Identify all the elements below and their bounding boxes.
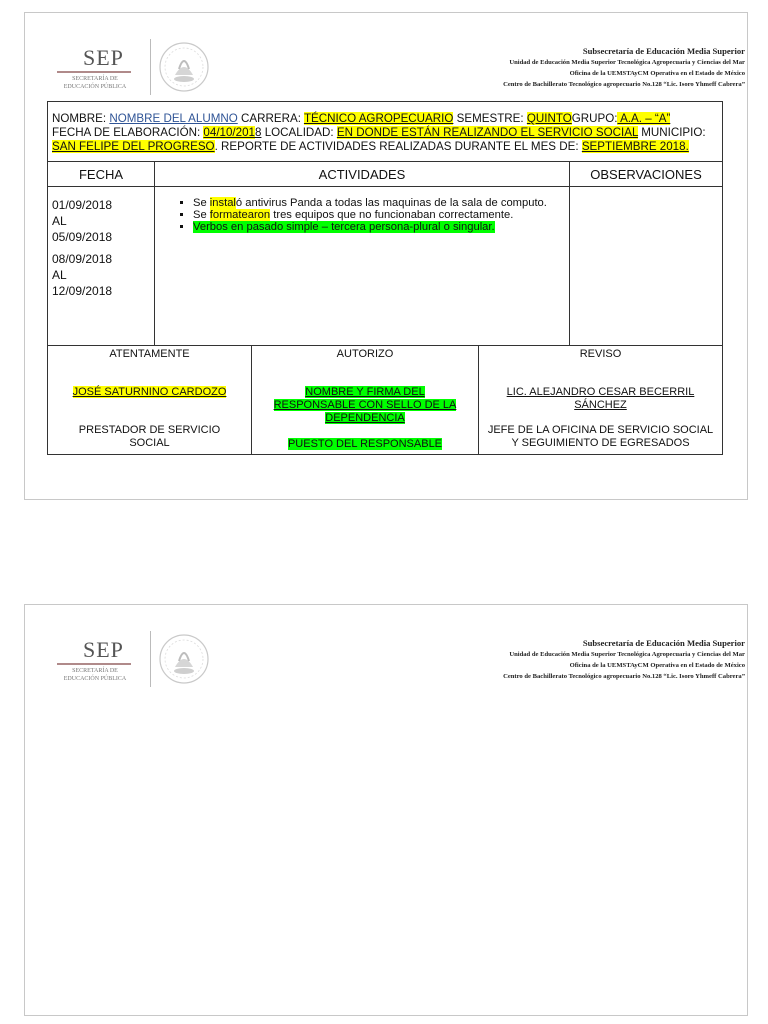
institution-line-2: Unidad de Educación Media Superior Tecnológica Agropecuaria y Ciencias del Mar [509,59,745,66]
carrera-value: TÉCNICO AGROPECUARIO [303,112,454,125]
actividades-cell [155,187,570,346]
activity-report-table [47,101,723,455]
autorizo-name: NOMBRE Y FIRMA DEL RESPONSABLE CON SELLO DE LA DEPENDENCIA [273,386,457,424]
municipio-value: SAN FELIPE DEL PROGRESO [52,140,215,153]
sep-acronym: SEP [83,45,124,70]
atentamente-title: ATENTAMENTE [109,348,190,360]
fecha-column-header: FECHA [48,162,155,187]
institution-line-1: Subsecretaría de Educación Media Superior [582,46,745,56]
logo-divider [150,631,151,687]
reviso-title: REVISO [579,348,622,360]
institution-line-3: Oficina de la UEMSTAyCM Operativa en el Estado de México [569,662,745,669]
institution-block [503,45,745,90]
grupo-value: A.A. – “A” [617,112,671,125]
document-page-2 [24,604,748,1016]
localidad-label: LOCALIDAD: [264,126,334,139]
range1-separator: AL [52,214,67,228]
institution-line-4: Centro de Bachillerato Tecnológico agropecuario No.128 “Lic. Isoro Yhmeff Cabrera” [503,81,745,88]
range2-start-date: 08/09/2018 [52,252,113,266]
sep-subtitle-line1: SECRETARÍA DE [72,668,118,674]
semestre-label: SEMESTRE: [456,112,524,125]
range1-start-date: 01/09/2018 [52,198,113,212]
observaciones-cell [570,187,723,346]
municipio-label: MUNICIPIO: [641,126,706,139]
range2-separator: AL [52,268,67,282]
sep-logo [55,37,245,101]
localidad-value: EN DONDE ESTÁN REALIZANDO EL SERVICIO SOCIAL [336,126,638,139]
institution-line-2: Unidad de Educación Media Superior Tecnológica Agropecuaria y Ciencias del Mar [509,651,745,658]
sep-acronym: SEP [83,637,124,662]
reviso-role: JEFE DE LA OFICINA DE SERVICIO SOCIAL Y SEGUIMIENTO DE EGRESADOS [487,424,714,449]
activity-item: ▪ Verbos en pasado simple – tercera persona-plural o singular. [193,221,565,233]
fecha-elaboracion-suffix: 8 [255,126,262,139]
institution-line-1: Subsecretaría de Educación Media Superior [582,638,745,648]
reviso-name: LIC. ALEJANDRO CESAR BECERRIL SÁNCHEZ [506,386,695,411]
institution-block [503,637,745,682]
page-header [55,37,745,101]
logo-divider [150,39,151,95]
sep-subtitle-line1: SECRETARÍA DE [72,76,118,82]
sep-subtitle-line2: EDUCACIÓN PÚBLICA [63,84,127,90]
signature-table [48,346,722,454]
student-info-cell: NOMBRE: NOMBRE DEL ALUMNO CARRERA: TÉCNICO AGROPECUARIO SEMESTRE: QUINTOGRUPO: A.A. – “A” FECHA DE ELABORACIÓN: 04/10/2018 LOCALIDAD: EN DONDE ESTÁN REALIZANDO EL SERVICIO SOCIAL MUNICIPIO: SAN FELIPE DEL PROGRESO. REPORTE DE ACTIVIDADES REALIZADAS DURANTE EL MES DE: SEPTIEMBRE 2018. [48,102,723,162]
fecha-elaboracion-value: 04/10/201 [203,126,255,139]
signature-row [48,346,723,455]
document-page-1 [24,12,748,500]
range2-end-date: 12/09/2018 [52,284,113,298]
observaciones-column-header: OBSERVACIONES [570,162,723,187]
activity-item: ▪ Se formatearon tres equipos que no funcionaban correctamente. [193,209,565,221]
sep-subtitle-line2: EDUCACIÓN PÚBLICA [63,676,127,682]
reviso-signature [479,346,723,454]
mes-value: SEPTIEMBRE 2018. [581,140,689,153]
mexico-coat-of-arms-icon [157,39,211,97]
mexico-coat-of-arms-icon [157,631,211,689]
fecha-elaboracion-label: FECHA DE ELABORACIÓN: [52,126,201,139]
autorizo-title: AUTORIZO [336,348,394,360]
actividades-column-header: ACTIVIDADES [155,162,570,187]
atentamente-role: PRESTADOR DE SERVICIO SOCIAL [78,424,221,449]
autorizo-signature [252,346,479,454]
range1-end-date: 05/09/2018 [52,230,113,244]
carrera-label: CARRERA: [241,112,301,125]
grupo-label: GRUPO: [571,112,618,125]
page-header [55,629,745,693]
nombre-value: NOMBRE DEL ALUMNO [109,112,238,125]
semestre-value: QUINTO [526,112,572,125]
sep-subtitle [55,667,135,683]
institution-line-3: Oficina de la UEMSTAyCM Operativa en el Estado de México [569,70,745,77]
atentamente-signature [48,346,252,454]
activity-list [175,197,565,233]
institution-line-4: Centro de Bachillerato Tecnológico agropecuario No.128 “Lic. Isoro Yhmeff Cabrera” [503,673,745,680]
atentamente-name: JOSÉ SATURNINO CARDOZO [72,386,227,398]
sep-logo [55,629,245,693]
nombre-label: NOMBRE: [52,112,107,125]
autorizo-role: PUESTO DEL RESPONSABLE [287,438,443,450]
sep-logo-rule [57,71,131,73]
sep-logo-rule [57,663,131,665]
sep-subtitle [55,75,135,91]
activity-item: ▪ Se instaló antivirus Panda a todas las maquinas de la sala de computo. [193,197,565,209]
fecha-cell [48,187,155,346]
reporte-label: REPORTE DE ACTIVIDADES REALIZADAS DURANTE EL MES DE: [221,140,579,153]
